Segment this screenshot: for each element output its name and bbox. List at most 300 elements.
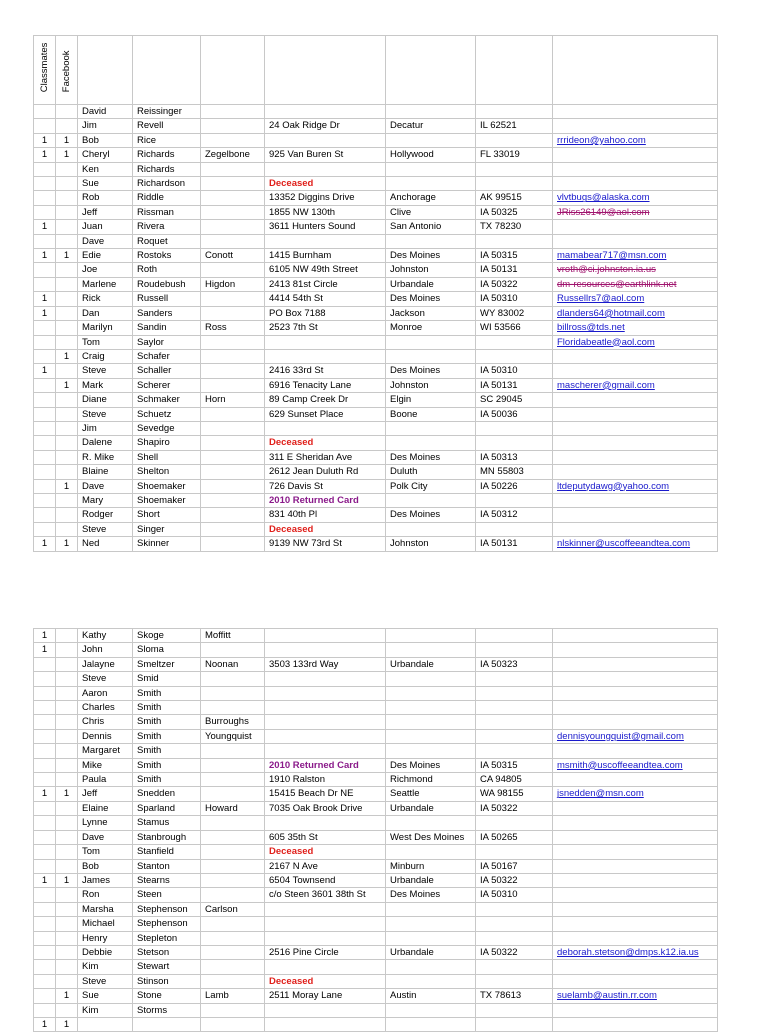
first-name-cell: Michael: [78, 917, 133, 931]
table-row: [34, 686, 718, 700]
email-cell: [553, 845, 718, 859]
state-zip-cell: [476, 105, 553, 119]
table-row: [34, 960, 718, 974]
first-name-cell: James: [78, 873, 133, 887]
email-link[interactable]: mascherer@gmail.com: [557, 379, 655, 391]
table-row: [34, 364, 718, 378]
email-link[interactable]: mamabear717@msn.com: [557, 250, 667, 262]
email-link[interactable]: Russellrs7@aol.com: [557, 293, 645, 305]
classmates-cell: 1: [34, 873, 56, 887]
facebook-cell: [56, 917, 78, 931]
email-link[interactable]: billross@tds.net: [557, 322, 625, 334]
last-name-cell: [133, 1017, 201, 1031]
table-row: [34, 859, 718, 873]
email-cell: [553, 816, 718, 830]
city-cell: [386, 133, 476, 147]
first-name-cell: Dave: [78, 830, 133, 844]
last-name-cell: Shelton: [133, 465, 201, 479]
address-cell: 2413 81st Circle: [265, 277, 386, 291]
email-cell: [553, 393, 718, 407]
facebook-cell: [56, 508, 78, 522]
facebook-cell: [56, 830, 78, 844]
classmates-cell: [34, 450, 56, 464]
first-name-cell: Margaret: [78, 744, 133, 758]
email-cell: [553, 522, 718, 536]
address-cell: 4414 54th St: [265, 292, 386, 306]
last-name-cell: Stepleton: [133, 931, 201, 945]
first-name-cell: Mark: [78, 378, 133, 392]
table-row: [34, 393, 718, 407]
state-zip-cell: FL 33019: [476, 148, 553, 162]
city-cell: Des Moines: [386, 758, 476, 772]
state-zip-cell: IA 50310: [476, 292, 553, 306]
city-cell: Polk City: [386, 479, 476, 493]
table-row: [34, 917, 718, 931]
city-cell: Johnston: [386, 378, 476, 392]
address-cell: 1910 Ralston: [265, 773, 386, 787]
address-cell: [265, 960, 386, 974]
state-zip-cell: [476, 421, 553, 435]
last-name-cell: Steen: [133, 888, 201, 902]
city-cell: [386, 974, 476, 988]
email-link[interactable]: suelamb@austin.rr.com: [557, 990, 657, 1002]
email-cell: [553, 974, 718, 988]
state-zip-cell: [476, 493, 553, 507]
table-row: [34, 657, 718, 671]
table-row: [34, 335, 718, 349]
married-name-cell: Burroughs: [201, 715, 265, 729]
email-cell: [553, 989, 718, 1003]
email-cell: [553, 1003, 718, 1017]
city-cell: Urbandale: [386, 801, 476, 815]
city-cell: [386, 672, 476, 686]
email-cell: [553, 917, 718, 931]
city-cell: [386, 701, 476, 715]
email-link[interactable]: dlanders64@hotmail.com: [557, 307, 665, 319]
last-name-cell: Schmaker: [133, 393, 201, 407]
married-name-cell: [201, 816, 265, 830]
address-cell: [265, 816, 386, 830]
email-cell: [553, 701, 718, 715]
last-name-cell: Richardson: [133, 177, 201, 191]
classmates-cell: [34, 701, 56, 715]
classmates-cell: [34, 989, 56, 1003]
city-cell: Urbandale: [386, 945, 476, 959]
classmates-cell: [34, 378, 56, 392]
city-cell: Clive: [386, 205, 476, 219]
classmates-cell: [34, 859, 56, 873]
email-link[interactable]: msmith@uscoffeeandtea.com: [557, 759, 683, 771]
facebook-cell: [56, 450, 78, 464]
address-cell: [265, 629, 386, 643]
table-row: [34, 306, 718, 320]
last-name-cell: Smith: [133, 744, 201, 758]
table-row: [34, 205, 718, 219]
first-name-cell: Kim: [78, 960, 133, 974]
email-link[interactable]: rrrideon@yahoo.com: [557, 134, 646, 146]
address-cell: c/o Steen 3601 38th St: [265, 888, 386, 902]
state-zip-cell: [476, 931, 553, 945]
married-name-cell: [201, 974, 265, 988]
table-row: [34, 479, 718, 493]
address-cell: 2167 N Ave: [265, 859, 386, 873]
married-name-cell: [201, 744, 265, 758]
classmates-cell: [34, 888, 56, 902]
address-cell: [265, 1003, 386, 1017]
email-link[interactable]: Floridabeatle@aol.com: [557, 336, 655, 348]
facebook-cell: [56, 801, 78, 815]
address-cell: 9139 NW 73rd St: [265, 537, 386, 551]
state-zip-cell: CA 94805: [476, 773, 553, 787]
state-zip-cell: IA 50323: [476, 657, 553, 671]
email-cell: [553, 830, 718, 844]
classmates-cell: 1: [34, 1017, 56, 1031]
city-cell: West Des Moines: [386, 830, 476, 844]
married-name-cell: [201, 917, 265, 931]
first-name-cell: David: [78, 105, 133, 119]
facebook-cell: [56, 758, 78, 772]
email-cell: [553, 133, 718, 147]
city-cell: Des Moines: [386, 364, 476, 378]
facebook-cell: [56, 407, 78, 421]
address-cell: 925 Van Buren St: [265, 148, 386, 162]
email-cell: [553, 508, 718, 522]
address-cell: 89 Camp Creek Dr: [265, 393, 386, 407]
email-cell: [553, 292, 718, 306]
state-zip-cell: IA 50322: [476, 801, 553, 815]
email-link[interactable]: ltdeputydawg@yahoo.com: [557, 480, 670, 492]
city-cell: [386, 960, 476, 974]
first-name-cell: Bob: [78, 133, 133, 147]
married-name-cell: [201, 292, 265, 306]
facebook-cell: [56, 859, 78, 873]
city-cell: [386, 349, 476, 363]
table-row: [34, 493, 718, 507]
last-name-cell: Sanders: [133, 306, 201, 320]
state-zip-cell: IA 50131: [476, 537, 553, 551]
classmates-cell: [34, 321, 56, 335]
address-cell: 2612 Jean Duluth Rd: [265, 465, 386, 479]
facebook-cell: 1: [56, 1017, 78, 1031]
classmates-cell: [34, 421, 56, 435]
classmates-cell: [34, 277, 56, 291]
table-row: [34, 407, 718, 421]
address-cell: [265, 643, 386, 657]
last-name-cell: Smith: [133, 729, 201, 743]
state-zip-cell: AK 99515: [476, 191, 553, 205]
table-row: [34, 378, 718, 392]
address-cell: PO Box 7188: [265, 306, 386, 320]
city-cell: Duluth: [386, 465, 476, 479]
facebook-cell: [56, 119, 78, 133]
classmates-cell: [34, 744, 56, 758]
married-name-cell: [201, 493, 265, 507]
table-row: [34, 787, 718, 801]
city-cell: San Antonio: [386, 220, 476, 234]
married-name-cell: [201, 162, 265, 176]
address-cell: [265, 421, 386, 435]
email-cell: [553, 643, 718, 657]
married-name-cell: [201, 479, 265, 493]
city-cell: Des Moines: [386, 450, 476, 464]
classmates-cell: [34, 816, 56, 830]
address-cell: 3503 133rd Way: [265, 657, 386, 671]
email-cell: [553, 787, 718, 801]
married-name-cell: [201, 672, 265, 686]
last-name-cell: Sloma: [133, 643, 201, 657]
classmates-cell: 1: [34, 249, 56, 263]
first-name-cell: Craig: [78, 349, 133, 363]
email-cell: [553, 177, 718, 191]
table-row: [34, 162, 718, 176]
last-name-cell: Snedden: [133, 787, 201, 801]
email-cell: [553, 378, 718, 392]
state-zip-cell: IA 50322: [476, 277, 553, 291]
first-name-cell: Henry: [78, 931, 133, 945]
classmates-cell: [34, 773, 56, 787]
first-name-cell: Joe: [78, 263, 133, 277]
facebook-cell: [56, 845, 78, 859]
table-row: [34, 845, 718, 859]
last-name-cell: Smid: [133, 672, 201, 686]
first-name-cell: [78, 1017, 133, 1031]
last-name-cell: Stetson: [133, 945, 201, 959]
email-cell: [553, 873, 718, 887]
address-cell: [265, 701, 386, 715]
facebook-cell: [56, 436, 78, 450]
email-link[interactable]: vroth@ci.johnston.ia.us: [557, 264, 656, 276]
last-name-cell: Rostoks: [133, 249, 201, 263]
classmates-cell: 1: [34, 364, 56, 378]
email-cell: [553, 234, 718, 248]
email-link[interactable]: dennisyoungquist@gmail.com: [557, 730, 684, 742]
facebook-cell: [56, 465, 78, 479]
last-name-cell: Smeltzer: [133, 657, 201, 671]
facebook-cell: 1: [56, 133, 78, 147]
email-link[interactable]: dm-resources@earthlink.net: [557, 278, 677, 290]
last-name-cell: Smith: [133, 758, 201, 772]
married-name-cell: [201, 220, 265, 234]
email-cell: [553, 421, 718, 435]
state-zip-cell: WA 98155: [476, 787, 553, 801]
married-name-cell: [201, 335, 265, 349]
email-link[interactable]: vlvtbugs@alaska.com: [557, 192, 650, 204]
married-name-cell: [201, 436, 265, 450]
first-name-cell: Dennis: [78, 729, 133, 743]
email-cell: [553, 729, 718, 743]
state-zip-cell: [476, 522, 553, 536]
facebook-cell: [56, 393, 78, 407]
state-zip-cell: [476, 643, 553, 657]
classmates-cell: 1: [34, 306, 56, 320]
facebook-cell: 1: [56, 989, 78, 1003]
married-name-cell: [201, 1017, 265, 1031]
address-cell: 1415 Burnham: [265, 249, 386, 263]
first-name-cell: Dalene: [78, 436, 133, 450]
table-row: [34, 249, 718, 263]
classmates-cell: [34, 672, 56, 686]
state-zip-cell: [476, 672, 553, 686]
facebook-cell: [56, 335, 78, 349]
first-name-cell: Steve: [78, 407, 133, 421]
email-link[interactable]: deborah.stetson@dmps.k12.ia.us: [557, 946, 699, 958]
state-zip-cell: [476, 974, 553, 988]
classmates-cell: 1: [34, 787, 56, 801]
married-name-cell: [201, 205, 265, 219]
city-cell: Urbandale: [386, 277, 476, 291]
email-link[interactable]: JRiss26149@aol.com: [557, 206, 650, 218]
table-row: [34, 191, 718, 205]
city-cell: Austin: [386, 989, 476, 1003]
facebook-cell: [56, 773, 78, 787]
address-cell: [265, 686, 386, 700]
city-cell: Urbandale: [386, 657, 476, 671]
first-name-cell: Sue: [78, 989, 133, 1003]
table-row: [34, 931, 718, 945]
facebook-cell: [56, 177, 78, 191]
state-zip-cell: [476, 1003, 553, 1017]
married-name-cell: [201, 349, 265, 363]
email-cell: [553, 263, 718, 277]
classmates-cell: [34, 493, 56, 507]
state-zip-cell: IA 50313: [476, 450, 553, 464]
first-name-cell: Lynne: [78, 816, 133, 830]
status-cell: Deceased: [265, 845, 386, 859]
facebook-cell: 1: [56, 148, 78, 162]
email-cell: [553, 686, 718, 700]
classmates-cell: [34, 931, 56, 945]
city-cell: Urbandale: [386, 873, 476, 887]
last-name-cell: Stamus: [133, 816, 201, 830]
classmates-cell: [34, 263, 56, 277]
table-row: [34, 1003, 718, 1017]
city-cell: Monroe: [386, 321, 476, 335]
state-zip-cell: MN 55803: [476, 465, 553, 479]
state-zip-cell: [476, 816, 553, 830]
table-row: [34, 643, 718, 657]
classmates-cell: 1: [34, 643, 56, 657]
email-cell: [553, 1017, 718, 1031]
email-cell: [553, 859, 718, 873]
married-name-cell: [201, 873, 265, 887]
table-row: [34, 508, 718, 522]
address-cell: [265, 744, 386, 758]
email-cell: [553, 744, 718, 758]
address-cell: 605 35th St: [265, 830, 386, 844]
state-zip-cell: IA 50310: [476, 364, 553, 378]
classmates-cell: [34, 479, 56, 493]
address-cell: 6504 Townsend: [265, 873, 386, 887]
table-row: [34, 321, 718, 335]
email-cell: [553, 715, 718, 729]
facebook-cell: [56, 421, 78, 435]
city-cell: Boone: [386, 407, 476, 421]
facebook-cell: [56, 701, 78, 715]
last-name-cell: Schafer: [133, 349, 201, 363]
first-name-cell: Dave: [78, 234, 133, 248]
address-cell: 24 Oak Ridge Dr: [265, 119, 386, 133]
facebook-cell: [56, 729, 78, 743]
facebook-cell: [56, 277, 78, 291]
state-zip-cell: [476, 686, 553, 700]
address-cell: 3611 Hunters Sound: [265, 220, 386, 234]
classmates-cell: [34, 349, 56, 363]
state-zip-cell: IA 50322: [476, 873, 553, 887]
table-row: [34, 974, 718, 988]
email-cell: [553, 220, 718, 234]
classmates-cell: 1: [34, 629, 56, 643]
first-name-cell: Steve: [78, 974, 133, 988]
city-cell: Jackson: [386, 306, 476, 320]
classmates-cell: [34, 393, 56, 407]
married-name-cell: [201, 508, 265, 522]
state-zip-cell: IA 50265: [476, 830, 553, 844]
city-cell: [386, 493, 476, 507]
last-name-cell: Smith: [133, 773, 201, 787]
address-cell: 2516 Pine Circle: [265, 945, 386, 959]
facebook-cell: [56, 715, 78, 729]
state-zip-cell: IA 50310: [476, 888, 553, 902]
state-zip-cell: TX 78230: [476, 220, 553, 234]
last-name-cell: Skoge: [133, 629, 201, 643]
facebook-cell: [56, 205, 78, 219]
married-name-cell: [201, 465, 265, 479]
city-cell: Johnston: [386, 263, 476, 277]
table-row: [34, 220, 718, 234]
state-zip-cell: [476, 960, 553, 974]
state-zip-cell: [476, 349, 553, 363]
table-row: [34, 263, 718, 277]
first-name-cell: Steve: [78, 672, 133, 686]
city-cell: Seattle: [386, 787, 476, 801]
married-name-cell: [201, 177, 265, 191]
last-name-cell: Saylor: [133, 335, 201, 349]
state-zip-cell: [476, 133, 553, 147]
address-cell: 6105 NW 49th Street: [265, 263, 386, 277]
state-zip-cell: SC 29045: [476, 393, 553, 407]
last-name-cell: Scherer: [133, 378, 201, 392]
first-name-cell: Jim: [78, 421, 133, 435]
address-cell: [265, 335, 386, 349]
table-row: [34, 105, 718, 119]
first-name-cell: Edie: [78, 249, 133, 263]
facebook-cell: [56, 686, 78, 700]
classmates-header: Classmates: [34, 36, 56, 105]
address-cell: 311 E Sheridan Ave: [265, 450, 386, 464]
state-zip-cell: IA 50325: [476, 205, 553, 219]
last-name-cell: Stone: [133, 989, 201, 1003]
classmates-cell: [34, 830, 56, 844]
last-name-cell: Rice: [133, 133, 201, 147]
last-name-cell: Stanton: [133, 859, 201, 873]
classmates-cell: [34, 902, 56, 916]
married-name-cell: [201, 859, 265, 873]
table-row: [34, 629, 718, 643]
first-name-cell: Ken: [78, 162, 133, 176]
first-name-cell: Elaine: [78, 801, 133, 815]
email-link[interactable]: nlskinner@uscoffeeandtea.com: [557, 538, 691, 550]
address-cell: 629 Sunset Place: [265, 407, 386, 421]
email-link[interactable]: jsnedden@msn.com: [557, 788, 644, 800]
classmates-cell: [34, 105, 56, 119]
status-cell: 2010 Returned Card: [265, 758, 386, 772]
first-name-cell: Kathy: [78, 629, 133, 643]
last-name-cell: Shapiro: [133, 436, 201, 450]
facebook-cell: [56, 292, 78, 306]
married-name-cell: [201, 945, 265, 959]
city-cell: [386, 177, 476, 191]
table-row: [34, 421, 718, 435]
